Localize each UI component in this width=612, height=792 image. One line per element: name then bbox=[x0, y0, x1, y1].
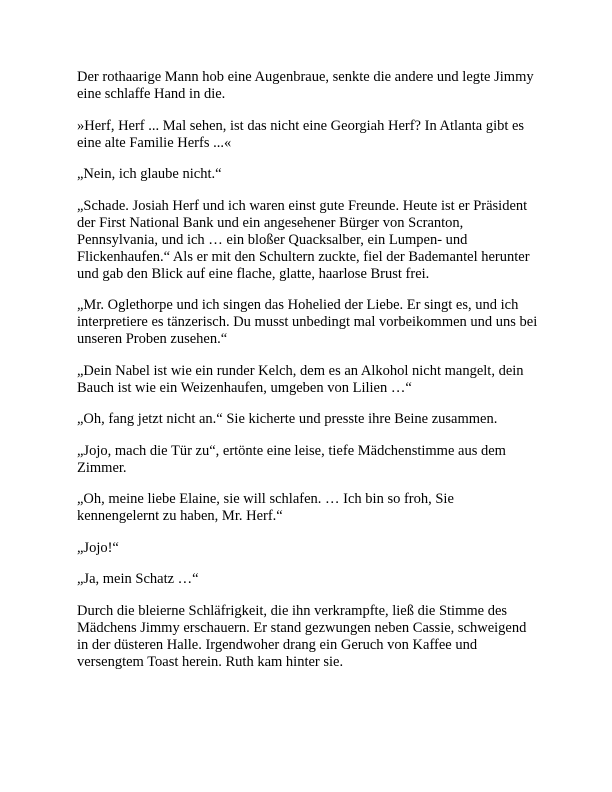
paragraph: Durch die bleierne Schläfrigkeit, die ihn verkrampfte, ließ die Stimme des Mädchens Jimmy erschauern. Er stand gezwungen neben Cassie, schweigend in der düsteren Halle. Irgendwoher drang ein Geruch von Kaffee und versengtem Toast herein. Ruth kam hinter sie. bbox=[77, 602, 527, 670]
paragraph: „Ja, mein Schatz …“ bbox=[77, 571, 199, 587]
paragraph: „Dein Nabel ist wie ein runder Kelch, dem es an Alkohol nicht mangelt, dein Bauch ist wie ein Weizenhaufen, umgeben von Lilien …“ bbox=[77, 362, 524, 396]
paragraph: Der rothaarige Mann hob eine Augenbraue, senkte die andere und legte Jimmy eine schlaffe Hand in die. bbox=[77, 69, 534, 102]
paragraph: »Herf, Herf ... Mal sehen, ist das nicht eine Georgiah Herf? In Atlanta gibt es eine alte Familie Herfs ...« bbox=[77, 117, 525, 151]
paragraph: „Jojo!“ bbox=[77, 539, 119, 556]
paragraph: „Oh, fang jetzt nicht an.“ Sie kicherte und presste ihre Beine zusammen. bbox=[77, 411, 498, 427]
paragraph: „Nein, ich glaube nicht.“ bbox=[77, 166, 222, 182]
paragraph: „Mr. Oglethorpe und ich singen das Hohelied der Liebe. Er singt es, und ich interpretiere es tänzerisch. Du musst unbedingt mal vorbeikommen und uns bei unseren Proben zusehen.“ bbox=[77, 297, 538, 347]
paragraph: „Schade. Josiah Herf und ich waren einst gute Freunde. Heute ist er Präsident der First National Bank und ein angesehener Bürger von Scranton, Pennsylvania, und ich … ein bloßer Quacksalber, ein Lumpen- und Flickenhaufen.“ Als er mit den Schultern zuckte, fiel der Bademantel herunter und gab den Blick auf eine flache, glatte, haarlose Brust frei. bbox=[77, 197, 530, 282]
paragraph: „Oh, meine liebe Elaine, sie will schlafen. … Ich bin so froh, Sie kennengelernt zu haben, Mr. Herf.“ bbox=[77, 491, 454, 524]
body-text bbox=[77, 69, 539, 685]
paragraph: „Jojo, mach die Tür zu“, ertönte eine leise, tiefe Mädchenstimme aus dem Zimmer. bbox=[77, 442, 506, 476]
